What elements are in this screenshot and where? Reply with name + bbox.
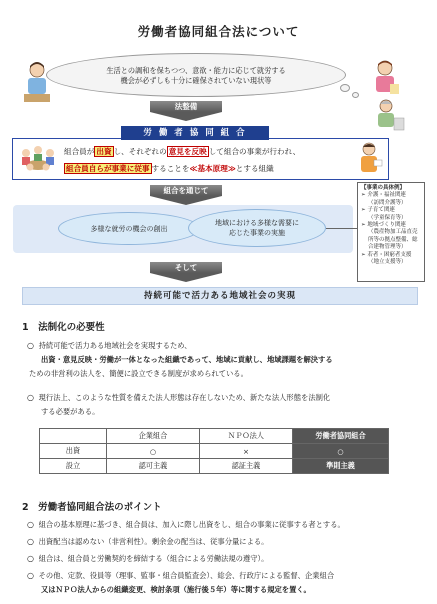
table-cell: 認証主義	[200, 459, 293, 474]
principle-text: することを	[151, 164, 190, 173]
principle-text: し、それぞれの	[113, 147, 167, 156]
principle-keyword-invest: 出資	[96, 147, 112, 156]
example-item: （学童保育等）	[368, 214, 407, 221]
page-title: 労働者協同組合法について	[137, 24, 300, 39]
examples-box	[357, 182, 425, 282]
table-cell: 準則主義	[293, 459, 389, 474]
arrow-tip	[150, 112, 222, 121]
table-cell: ○	[293, 444, 389, 459]
bullet-icon: ○	[27, 537, 34, 546]
example-item: ➢ 地域づくり関連	[361, 222, 406, 229]
para-line: 出資・意見反映・労働が一体となった組織であって、地域に貢献し、地域課題を解決する	[41, 355, 333, 364]
thought-bubble	[340, 84, 350, 92]
para-line: する必要がある。	[41, 407, 100, 416]
principle-keyword-opinion: 意見を反映	[168, 147, 207, 156]
effect-employment: 多様な就労の機会の創出	[58, 212, 200, 245]
goal-banner: 持続可能で活力ある地域社会の実現	[22, 287, 418, 305]
arrow-then: そして	[150, 262, 222, 273]
section1-bullet-1	[27, 339, 427, 381]
table-header-cell: ＮＰＯ法人	[200, 429, 293, 444]
principle-text: 組合員が	[64, 147, 95, 156]
issue-cloud	[46, 53, 346, 97]
connector-line	[326, 228, 357, 229]
table-cell: 出資	[40, 444, 107, 459]
example-item: ➢ 子育て関連	[361, 207, 395, 214]
section2-list	[27, 518, 432, 597]
thought-bubble	[352, 92, 359, 98]
table-cell: 設立	[40, 459, 107, 474]
comparison-table	[39, 428, 389, 474]
example-item: 合建物管理等）	[368, 244, 407, 251]
example-item: ➢ 介護・福祉関連	[361, 192, 406, 199]
principle-text: とする組織	[235, 164, 274, 173]
example-item: ➢ 若者・困窮者支援	[361, 251, 412, 258]
effect-local-needs	[188, 209, 326, 247]
worker-person-icon	[354, 140, 384, 176]
arrow-tip	[150, 273, 222, 282]
coop-banner: 労 働 者 協 同 組 合	[121, 126, 269, 140]
section2-heading: 2 労働者協同組合法のポイント	[22, 502, 162, 513]
arrow-through-coop: 組合を通じて	[150, 185, 222, 196]
person-illustration-icon	[20, 60, 54, 104]
principle-keyword-engage: 組合員自らが事業に従事	[66, 164, 150, 173]
example-item: 所等の拠点整備、総	[368, 236, 418, 243]
example-item: （農産物加工品直売	[368, 229, 418, 236]
principle-keyword-basic: ≪基本原理≫	[189, 164, 236, 173]
list-item: ○ 組合の基本原理に基づき、組合員は、加入に際し出資をし、組合の事業に従事する者とする。	[27, 520, 345, 529]
principle-line-1	[64, 146, 300, 157]
table-header-cell: 企業組合	[107, 429, 200, 444]
table-cell: ○	[107, 444, 200, 459]
arrow-legislation: 法整備	[150, 101, 222, 112]
bullet-icon: ○	[27, 520, 34, 529]
bullet-icon: ○	[27, 554, 34, 563]
principle-text: して組合の事業が行われ、	[208, 147, 301, 156]
list-item-continued: 又はＮＰＯ法人からの組織変更、検討条項（施行後５年）等に関する規定を置く。	[41, 585, 311, 594]
examples-title: 【事業の具体例】	[361, 185, 406, 191]
table-cell: ×	[200, 444, 293, 459]
para-line: ための非営利の法人を、簡便に設立できる制度が求められている。	[29, 369, 248, 378]
cloud-line-2: 機会が必ずしも十分に確保されていない現状等	[120, 76, 272, 85]
table-header-row	[40, 429, 389, 444]
list-item: ○ 組合は、組合員と労働契約を締結する（組合による労働法規の遵守）。	[27, 554, 269, 563]
section1-heading: 1 法制化の必要性	[22, 322, 105, 333]
effect-line: 地域における多様な需要に	[215, 219, 299, 227]
bullet-icon: ○	[27, 571, 34, 580]
list-item: ○ 出資配当は認めない（非営利性）。剰余金の配当は、従事分量による。	[27, 537, 269, 546]
table-row	[40, 459, 389, 474]
example-item: （訪問介護等）	[368, 199, 407, 206]
arrow-tip	[150, 196, 222, 205]
effect-line: 応じた事業の実施	[229, 229, 285, 237]
para-line: 持続可能で活力ある地域社会を実現するため、	[38, 341, 192, 350]
table-header-cell: 労働者協同組合	[293, 429, 389, 444]
group-meeting-icon	[18, 143, 58, 175]
example-item: （地立支援等）	[368, 259, 407, 266]
table-cell: 認可主義	[107, 459, 200, 474]
para-line: 現行法上、このような性質を備えた法人形態は存在しないため、新たな法人形態を法制化	[38, 393, 331, 402]
section1-bullet-2	[27, 391, 427, 419]
list-item: ○ その他、定款、役員等（理事、監事・組合員監査会）、総会、行政庁による監督、企業組合	[27, 571, 335, 580]
bullet-icon: ○	[27, 393, 34, 402]
elderly-person-icon	[372, 94, 406, 138]
table-row	[40, 444, 389, 459]
bullet-icon: ○	[27, 341, 34, 350]
principle-line-2	[64, 163, 274, 174]
table-header-cell	[40, 429, 107, 444]
cloud-line-1: 生活との調和を保ちつつ、意欲・能力に応じて就労する	[106, 66, 286, 75]
